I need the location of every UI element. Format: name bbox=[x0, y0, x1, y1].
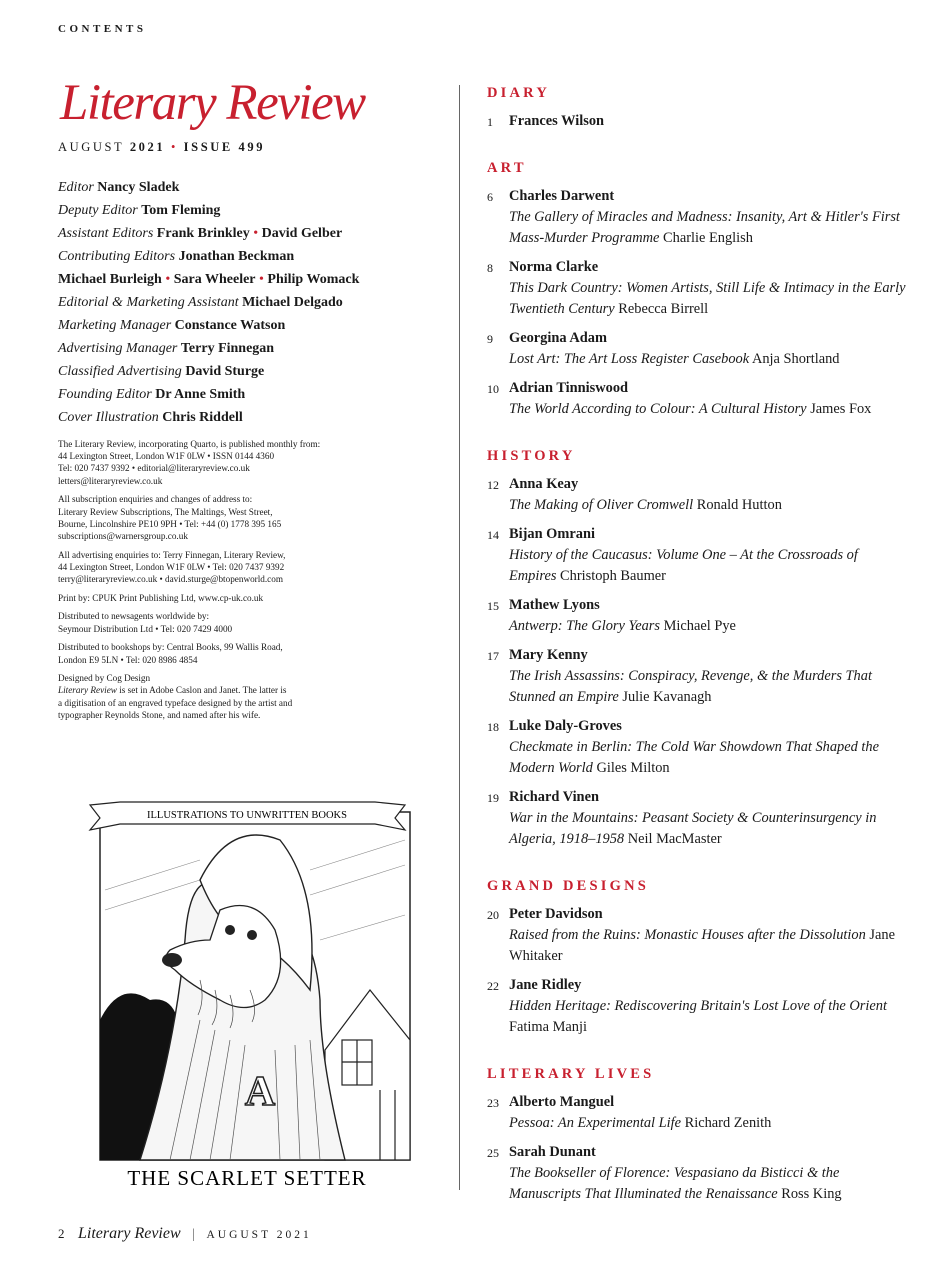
staff-row bbox=[58, 176, 448, 199]
entry-reviewer: Charles Darwent bbox=[509, 188, 615, 204]
book-title: This Dark Country: Women Artists, Still Life & Intimacy in the Early Twentieth Century bbox=[509, 280, 906, 317]
info-line: London E9 5LN • Tel: 020 8986 4854 bbox=[58, 654, 198, 665]
section-heading: GRAND DESIGNS bbox=[487, 878, 650, 894]
issue-month: AUGUST bbox=[58, 140, 125, 154]
bullet-icon: • bbox=[259, 272, 264, 287]
entry-reviewer: Jane Ridley bbox=[509, 977, 582, 993]
staff-row bbox=[58, 383, 448, 406]
staff-row bbox=[58, 360, 448, 383]
issue-line bbox=[58, 140, 265, 155]
entry-page-number: 9 bbox=[487, 332, 493, 346]
info-block bbox=[58, 549, 378, 586]
toc-section bbox=[487, 446, 907, 850]
entry-page-number: 15 bbox=[487, 599, 499, 613]
info-line: Distributed to newsagents worldwide by: bbox=[58, 611, 210, 622]
book-author: Charlie English bbox=[663, 230, 753, 246]
footer-magazine-name: Literary Review bbox=[78, 1225, 181, 1242]
staff-role: Deputy Editor bbox=[58, 203, 138, 218]
illustration-caption: THE SCARLET SETTER bbox=[127, 1166, 367, 1190]
book-title: The Making of Oliver Cromwell bbox=[509, 497, 694, 513]
toc-entry[interactable] bbox=[487, 1142, 907, 1205]
entry-book bbox=[509, 616, 907, 637]
staff-role: Assistant Editors bbox=[58, 226, 154, 241]
book-title: History of the Caucasus: Volume One – At the Crossroads of Empires bbox=[509, 547, 858, 584]
bullet-icon: • bbox=[253, 226, 259, 241]
book-title: War in the Mountains: Peasant Society & Counterinsurgency in Algeria, 1918–1958 bbox=[509, 810, 877, 847]
entry-page-number: 6 bbox=[487, 190, 493, 204]
toc-section bbox=[487, 83, 907, 132]
staff-role: Marketing Manager bbox=[58, 318, 172, 333]
dog-eye bbox=[247, 930, 257, 940]
info-line: Print by: CPUK Print Publishing Ltd, www.cp-uk.co.uk bbox=[58, 592, 264, 603]
toc-entry[interactable] bbox=[487, 328, 907, 370]
dog-eye bbox=[225, 925, 235, 935]
entry-reviewer: Norma Clarke bbox=[509, 259, 599, 275]
entry-reviewer: Frances Wilson bbox=[509, 113, 605, 129]
section-heading: DIARY bbox=[487, 85, 551, 101]
toc-entry[interactable] bbox=[487, 1092, 907, 1134]
staff-list bbox=[58, 176, 448, 429]
staff-name: Terry Finnegan bbox=[180, 341, 275, 356]
book-author: Jane Whitaker bbox=[509, 927, 895, 964]
entry-book bbox=[509, 545, 907, 587]
toc-section bbox=[487, 1064, 907, 1205]
staff-name: Constance Watson bbox=[174, 318, 286, 333]
book-author: James Fox bbox=[810, 401, 872, 417]
masthead-logo: Literary Review bbox=[60, 75, 365, 131]
book-title: Lost Art: The Art Loss Register Casebook bbox=[509, 351, 750, 367]
book-author: Ross King bbox=[781, 1186, 842, 1202]
entry-reviewer: Peter Davidson bbox=[509, 906, 603, 922]
staff-row bbox=[58, 291, 448, 314]
book-author: Richard Zenith bbox=[684, 1115, 772, 1131]
design-note: Designed by Cog Design Literary Review is set in Adobe Caslon and Janet. The latter is a digitisation of an engraved typeface designed by the artist and typographer Reynolds Stone, and named after his wife. bbox=[58, 673, 293, 720]
info-line: 44 Lexington Street, London W1F 0LW • Tel: 020 7437 9392 bbox=[58, 561, 285, 572]
toc-entry[interactable] bbox=[487, 595, 907, 637]
info-block bbox=[58, 493, 378, 542]
staff-role: Contributing Editors bbox=[58, 249, 176, 264]
section-heading: LITERARY LIVES bbox=[487, 1066, 655, 1082]
bullet-icon: • bbox=[170, 140, 178, 154]
toc-entry[interactable] bbox=[487, 787, 907, 850]
entry-book bbox=[509, 495, 907, 516]
entry-book bbox=[509, 349, 907, 370]
staff-name: Sara Wheeler bbox=[173, 272, 256, 287]
entry-reviewer: Sarah Dunant bbox=[509, 1144, 596, 1160]
entry-reviewer: Bijan Omrani bbox=[509, 526, 595, 542]
staff-row bbox=[58, 268, 448, 291]
toc-entry[interactable] bbox=[487, 111, 907, 132]
entry-page-number: 23 bbox=[487, 1096, 499, 1110]
book-title: The World According to Colour: A Cultural History bbox=[509, 401, 807, 417]
book-title: The Gallery of Miracles and Madness: Insanity, Art & Hitler's First Mass-Murder Programme bbox=[509, 209, 900, 246]
toc-section bbox=[487, 876, 907, 1038]
entry-page-number: 1 bbox=[487, 115, 493, 129]
toc-entry[interactable] bbox=[487, 524, 907, 587]
info-line: Bourne, Lincolnshire PE10 9PH • Tel: +44 (0) 1778 395 165 bbox=[58, 518, 282, 529]
entry-book bbox=[509, 1163, 907, 1205]
staff-role: Founding Editor bbox=[58, 387, 152, 402]
entry-reviewer: Mathew Lyons bbox=[509, 597, 600, 613]
info-block bbox=[58, 438, 378, 487]
toc-entry[interactable] bbox=[487, 904, 907, 967]
info-line: Distributed to bookshops by: Central Books, 99 Wallis Road, bbox=[58, 642, 283, 653]
entry-page-number: 12 bbox=[487, 478, 499, 492]
book-author: Christoph Baumer bbox=[560, 568, 666, 584]
staff-role: Classified Advertising bbox=[58, 364, 182, 379]
info-line: 44 Lexington Street, London W1F 0LW • ISSN 0144 4360 bbox=[58, 451, 275, 462]
info-line: Literary Review Subscriptions, The Maltings, West Street, bbox=[58, 506, 273, 517]
book-title: The Bookseller of Florence: Vespasiano da Bisticci & the Manuscripts That Illuminated the Renaissance bbox=[509, 1165, 840, 1202]
staff-role: Advertising Manager bbox=[58, 341, 178, 356]
staff-row bbox=[58, 314, 448, 337]
info-line: Tel: 020 7437 9392 • editorial@literaryreview.co.uk bbox=[58, 463, 250, 474]
staff-name: Jonathan Beckman bbox=[178, 249, 295, 264]
book-title: Pessoa: An Experimental Life bbox=[509, 1115, 681, 1131]
staff-row bbox=[58, 406, 448, 429]
staff-role: Editor bbox=[58, 180, 94, 195]
staff-role: Cover Illustration bbox=[58, 410, 159, 425]
toc-entry[interactable] bbox=[487, 975, 907, 1038]
book-author: Giles Milton bbox=[596, 760, 670, 776]
book-author: Rebecca Birrell bbox=[618, 301, 709, 317]
entry-book bbox=[509, 399, 907, 420]
section-heading: HISTORY bbox=[487, 448, 576, 464]
book-title: Hidden Heritage: Rediscovering Britain's Lost Love of the Orient bbox=[509, 998, 887, 1014]
entry-reviewer: Adrian Tinniswood bbox=[509, 380, 629, 396]
info-block bbox=[58, 592, 378, 604]
page-section-label: CONTENTS bbox=[58, 23, 147, 35]
entry-page-number: 22 bbox=[487, 979, 499, 993]
entry-page-number: 17 bbox=[487, 649, 499, 663]
staff-row bbox=[58, 222, 448, 245]
toc-entry[interactable] bbox=[487, 257, 907, 320]
book-title: The Irish Assassins: Conspiracy, Revenge, & the Murders That Stunned an Empire bbox=[509, 668, 872, 705]
footer-date: AUGUST 2021 bbox=[206, 1229, 312, 1241]
info-line: terry@literaryreview.co.uk • david.sturge@btopenworld.com bbox=[58, 574, 284, 585]
entry-page-number: 8 bbox=[487, 261, 493, 275]
dog-nose bbox=[162, 953, 182, 967]
cover-illustration bbox=[80, 800, 415, 1192]
staff-role: Editorial & Marketing Assistant bbox=[58, 295, 239, 310]
entry-page-number: 10 bbox=[487, 382, 499, 396]
entry-reviewer: Mary Kenny bbox=[509, 647, 588, 663]
book-author: Neil MacMaster bbox=[627, 831, 722, 847]
info-line: letters@literaryreview.co.uk bbox=[58, 475, 163, 486]
staff-name: Dr Anne Smith bbox=[155, 387, 246, 402]
staff-name: Frank Brinkley bbox=[156, 226, 250, 241]
info-line: All subscription enquiries and changes of address to: bbox=[58, 494, 253, 505]
entry-reviewer: Anna Keay bbox=[509, 476, 579, 492]
toc-section bbox=[487, 158, 907, 420]
book-title: Checkmate in Berlin: The Cold War Showdown That Shaped the Modern World bbox=[509, 739, 880, 776]
info-line: Seymour Distribution Ltd • Tel: 020 7429 4000 bbox=[58, 623, 233, 634]
entry-reviewer: Alberto Manguel bbox=[509, 1094, 615, 1110]
book-author: Fatima Manji bbox=[509, 1019, 587, 1035]
entry-page-number: 19 bbox=[487, 791, 499, 805]
entry-book bbox=[509, 925, 907, 967]
bullet-icon: • bbox=[165, 272, 171, 287]
staff-name: Chris Riddell bbox=[162, 410, 243, 425]
table-of-contents bbox=[487, 83, 907, 1231]
issue-year: 2021 bbox=[129, 140, 166, 154]
staff-name: Tom Fleming bbox=[141, 203, 221, 218]
book-author: Anja Shortland bbox=[751, 351, 840, 367]
toc-entry[interactable] bbox=[487, 378, 907, 420]
entry-reviewer: Georgina Adam bbox=[509, 330, 607, 346]
entry-page-number: 18 bbox=[487, 720, 499, 734]
footer-separator: | bbox=[192, 1227, 195, 1242]
book-title: Raised from the Ruins: Monastic Houses after the Dissolution bbox=[509, 927, 866, 943]
entry-book bbox=[509, 666, 907, 708]
entry-reviewer: Luke Daly-Groves bbox=[509, 718, 622, 734]
publishing-info bbox=[58, 438, 378, 728]
book-title: Antwerp: The Glory Years bbox=[509, 618, 660, 634]
info-block bbox=[58, 641, 378, 665]
section-heading: ART bbox=[487, 160, 527, 176]
info-line: All advertising enquiries to: Terry Finnegan, Literary Review, bbox=[58, 549, 286, 560]
entry-page-number: 25 bbox=[487, 1146, 499, 1160]
entry-page-number: 14 bbox=[487, 528, 499, 542]
issue-number: ISSUE 499 bbox=[183, 140, 266, 154]
entry-book bbox=[509, 1113, 907, 1134]
staff-row bbox=[58, 245, 448, 268]
staff-row bbox=[58, 337, 448, 360]
staff-name: Michael Delgado bbox=[242, 295, 343, 310]
book-author: Julie Kavanagh bbox=[622, 689, 712, 705]
toc-entry[interactable] bbox=[487, 474, 907, 516]
scarlet-letter: A bbox=[244, 1069, 276, 1115]
banner-text: ILLUSTRATIONS TO UNWRITTEN BOOKS bbox=[147, 810, 347, 821]
page-number: 2 bbox=[58, 1226, 65, 1241]
info-block bbox=[58, 610, 378, 634]
toc-entry[interactable] bbox=[487, 716, 907, 779]
entry-book bbox=[509, 996, 907, 1038]
toc-entry[interactable] bbox=[487, 645, 907, 708]
entry-page-number: 20 bbox=[487, 908, 499, 922]
staff-name: Nancy Sladek bbox=[97, 180, 180, 195]
staff-name: Philip Womack bbox=[267, 272, 360, 287]
staff-name: David Sturge bbox=[185, 364, 265, 379]
book-author: Ronald Hutton bbox=[696, 497, 782, 513]
info-line: subscriptions@warnersgroup.co.uk bbox=[58, 530, 188, 541]
book-author: Michael Pye bbox=[663, 618, 736, 634]
info-line: The Literary Review, incorporating Quarto, is published monthly from: bbox=[58, 439, 321, 449]
entry-book bbox=[509, 737, 907, 779]
toc-entry[interactable] bbox=[487, 186, 907, 249]
staff-row bbox=[58, 199, 448, 222]
column-divider bbox=[459, 85, 460, 1190]
entry-book bbox=[509, 808, 907, 850]
page-footer bbox=[58, 1225, 312, 1243]
entry-reviewer: Richard Vinen bbox=[509, 789, 599, 805]
entry-book bbox=[509, 207, 907, 249]
staff-name: David Gelber bbox=[261, 226, 343, 241]
staff-name: Michael Burleigh bbox=[58, 272, 162, 287]
entry-book bbox=[509, 278, 907, 320]
